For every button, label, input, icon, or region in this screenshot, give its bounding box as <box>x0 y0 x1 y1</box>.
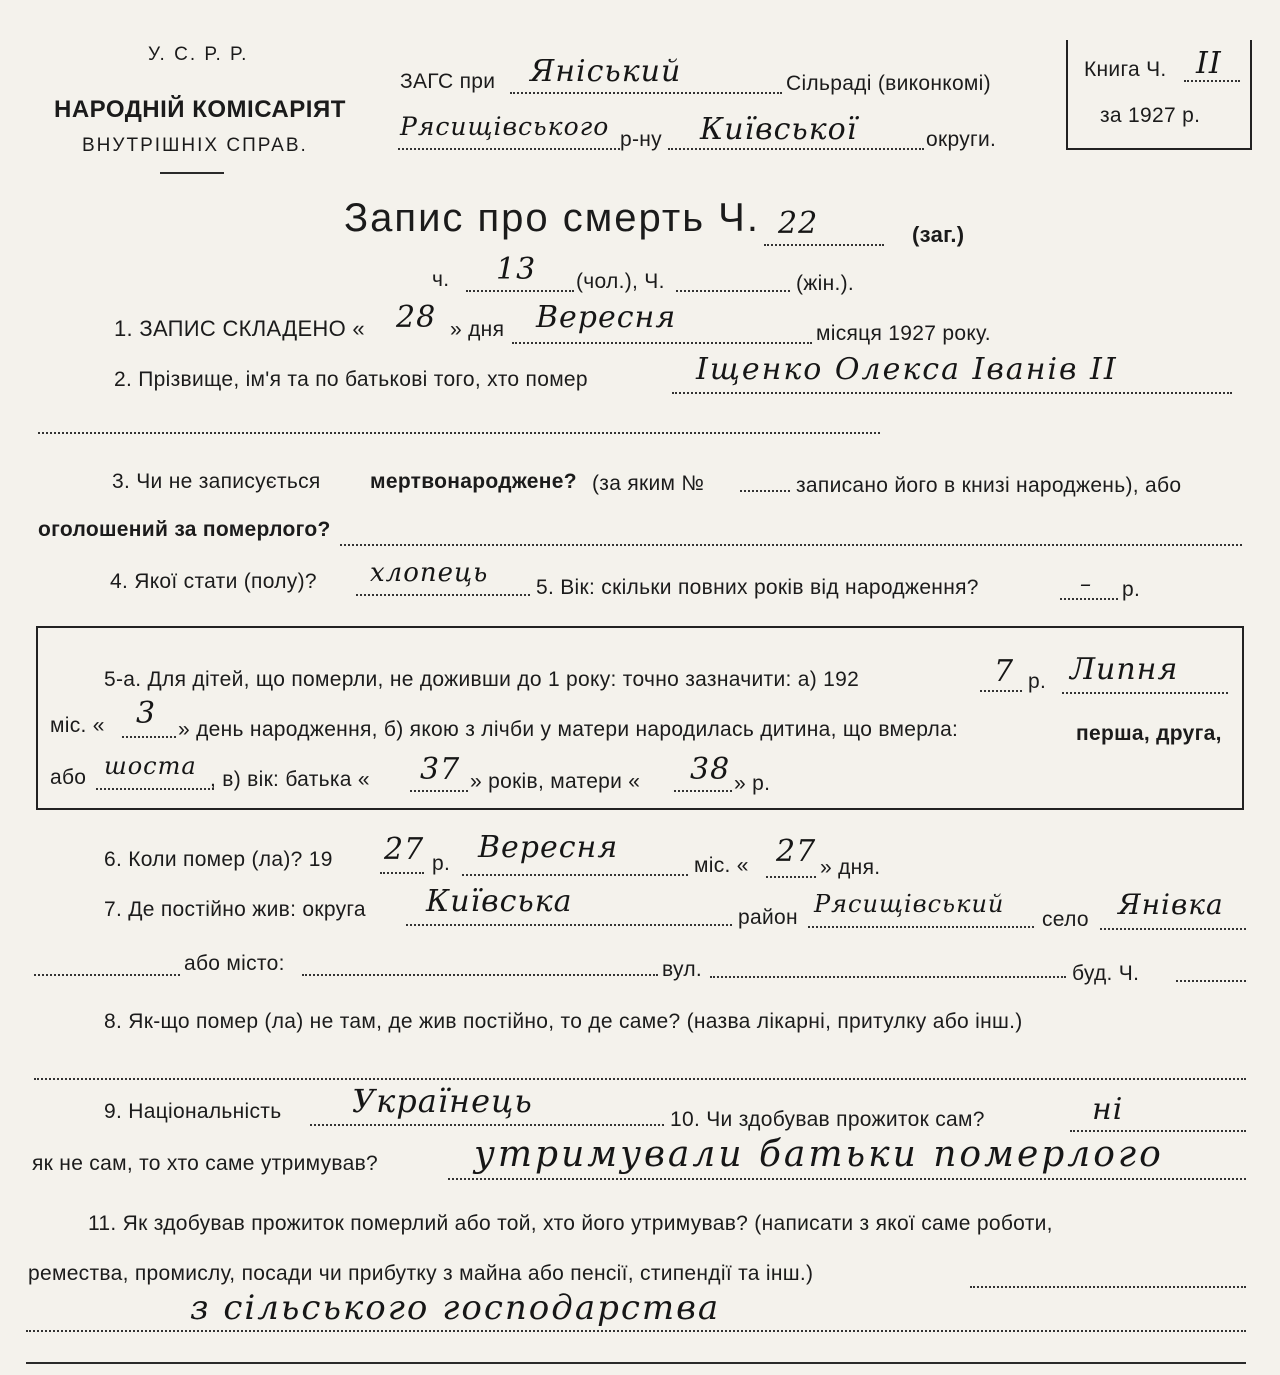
record-number-value: 22 <box>778 206 819 241</box>
q5-age-value: – <box>1080 572 1092 597</box>
okruha-field <box>668 148 924 150</box>
q2-name-field <box>672 392 1232 394</box>
q5-label: 5. Вік: скільки повних років від народження? <box>536 576 979 599</box>
q5a-mother-field <box>674 790 732 792</box>
q11-line2-field <box>970 1286 1246 1288</box>
rayon-field <box>398 148 620 150</box>
q1-end: місяця 1927 року. <box>816 322 991 345</box>
rayon-value: Рясищівського <box>400 112 610 141</box>
female-suffix: (жін.). <box>796 272 855 295</box>
q5a-month-value: Липня <box>1070 652 1179 687</box>
q3-line1c: записано його в книзі народжень), або <box>796 474 1182 497</box>
q3-line1: 3. Чи не записується <box>112 470 321 493</box>
q6-day-field <box>766 876 816 878</box>
q7-bud-field <box>1176 980 1246 982</box>
record-total-label: (заг.) <box>912 222 965 247</box>
q5a-line2: » день народження, б) якою з лічби у матери народилась дитина, що вмерла: <box>178 718 959 741</box>
q5a-order-field <box>96 788 214 790</box>
commissariat-title: НАРОДНІЙ КОМІСАРІЯТ <box>54 96 346 123</box>
q7-rayon-label: район <box>738 906 798 929</box>
q5a-day-field <box>122 736 176 738</box>
q7-bud-label: буд. Ч. <box>1072 962 1140 985</box>
q5a-line1: 5-а. Для дітей, що померли, не доживши до 1 року: точно зазначити: а) 192 <box>104 668 860 691</box>
q7-vul-field <box>710 976 1066 978</box>
okruha-suffix: округи. <box>926 128 997 151</box>
q4-label: 4. Якої стати (полу)? <box>110 570 317 593</box>
q5a-order-options: перша, друга, <box>1076 722 1222 745</box>
q5a-line3a: , в) вік: батька « <box>210 768 370 791</box>
q3-stillborn: мертвонароджене? <box>370 470 577 493</box>
book-number-value: II <box>1196 46 1222 81</box>
book-label: Книга Ч. <box>1084 58 1167 81</box>
q5a-month-field <box>1062 692 1228 694</box>
male-number-field <box>466 290 574 292</box>
q8-answer-field <box>34 1078 1246 1080</box>
header-divider <box>160 172 224 174</box>
ministry-subtitle: ВНУТРІШНІХ СПРАВ. <box>82 135 308 156</box>
q6-month-value: Вересня <box>478 830 619 865</box>
q6-day-value: 27 <box>776 834 817 869</box>
q1-month-value: Вересня <box>536 300 677 335</box>
q3-line1b: (за яким № <box>592 472 705 495</box>
q7-vul-label: вул. <box>662 958 703 981</box>
q1-mid: » дня <box>450 318 505 341</box>
q5a-abo: або <box>50 766 87 789</box>
q2-name-field-2 <box>38 432 880 434</box>
q7-okruha-value: Київська <box>426 884 573 919</box>
q6-mis: міс. « <box>694 854 749 877</box>
q5a-r: р. <box>1028 670 1047 693</box>
bottom-rule <box>26 1362 1246 1364</box>
q8-label: 8. Як-що помер (ла) не там, де жив постійно, то де саме? (назва лікарні, притулку або інш.) <box>104 1010 1023 1033</box>
village-value: Яніський <box>530 54 682 89</box>
q2-label: 2. Прізвище, ім'я та по батькові того, хто помер <box>114 368 588 391</box>
q10-self-value: ні <box>1092 1092 1124 1127</box>
q6-r: р. <box>432 852 451 875</box>
q5-age-field <box>1060 598 1118 600</box>
q5-r: р. <box>1122 578 1141 601</box>
q3-declared-dead: оголошений за померлого? <box>38 518 331 541</box>
ussr-label: У. С. Р. Р. <box>148 44 249 65</box>
q10-who-value: утримували батьки померлого <box>474 1134 1164 1175</box>
q4-sex-field <box>356 594 530 596</box>
q3-declared-field <box>340 544 1242 546</box>
book-box <box>1066 40 1252 150</box>
q1-month-field <box>512 342 812 344</box>
q11-answer-field <box>26 1330 1246 1332</box>
q6-month-field <box>462 874 688 876</box>
male-number-value: 13 <box>496 252 537 287</box>
male-suffix: (чол.), Ч. <box>576 270 665 293</box>
record-title: Запис про смерть Ч. <box>344 196 760 240</box>
q6-label: 6. Коли помер (ла)? 19 <box>104 848 333 871</box>
q7-misto-field <box>302 974 658 976</box>
female-number-field <box>676 290 790 292</box>
q5a-line3b: » років, матери « <box>470 770 641 793</box>
q1-label: 1. ЗАПИС СКЛАДЕНО « <box>114 316 365 341</box>
q6-year-field <box>380 872 424 874</box>
q1-day-value: 28 <box>396 300 437 335</box>
q9-nat-field <box>310 1124 664 1126</box>
village-suffix: Сільраді (виконкомі) <box>786 72 991 95</box>
q7-selo-label: село <box>1042 908 1089 931</box>
q5a-line3c: » р. <box>734 772 771 795</box>
q7-misto-pre-field <box>34 974 180 976</box>
q7-selo-field <box>1100 928 1246 930</box>
village-field <box>510 92 782 94</box>
q5a-order-value: шоста <box>104 752 197 780</box>
q5a-mis: міс. « <box>50 714 105 737</box>
q7-okruha-field <box>406 924 732 926</box>
q5a-year-digit: 7 <box>994 654 1015 689</box>
zags-prefix: ЗАГС при <box>400 70 496 93</box>
q5a-day-value: 3 <box>136 696 157 731</box>
q10-who-label: як не сам, то хто саме утримував? <box>32 1152 379 1175</box>
q7-rayon-field <box>808 926 1034 928</box>
q5a-father-age: 37 <box>420 752 461 787</box>
record-number-field <box>764 244 884 246</box>
ch-label: ч. <box>432 268 450 291</box>
q7-label: 7. Де постійно жив: округа <box>104 898 366 921</box>
q6-year-value: 27 <box>384 832 425 867</box>
book-year: за 1927 р. <box>1100 104 1201 127</box>
q10-self-field <box>1070 1130 1246 1132</box>
q10-who-field <box>448 1178 1246 1180</box>
q6-end: » дня. <box>820 856 881 879</box>
q5a-father-field <box>410 790 468 792</box>
q5a-mother-age: 38 <box>690 752 731 787</box>
q4-sex-value: хлопець <box>370 558 489 588</box>
q10-label: 10. Чи здобував прожиток сам? <box>670 1108 985 1131</box>
q7-selo-value: Янівка <box>1118 888 1224 921</box>
q5a-year-field <box>980 690 1022 692</box>
q11-answer-value: з сільського господарства <box>190 1288 721 1328</box>
q7-misto-label: або місто: <box>184 952 285 975</box>
rayon-suffix: р-ну <box>620 128 662 151</box>
q7-rayon-value: Рясищівський <box>814 890 1005 918</box>
okruha-value: Київської <box>700 112 858 147</box>
q2-name-value: Іщенко Олекса Іванів II <box>696 352 1118 387</box>
q9-label: 9. Національність <box>104 1100 282 1123</box>
q9-nat-value: Українець <box>352 1082 533 1120</box>
q3-number-field <box>740 490 790 492</box>
q11-line2: ремества, промислу, посади чи прибутку з майна або пенсії, стипендії та інш.) <box>28 1262 814 1285</box>
q11-line1: 11. Як здобував прожиток померлий або той, хто його утримував? (написати з якої саме роботи, <box>88 1212 1053 1235</box>
